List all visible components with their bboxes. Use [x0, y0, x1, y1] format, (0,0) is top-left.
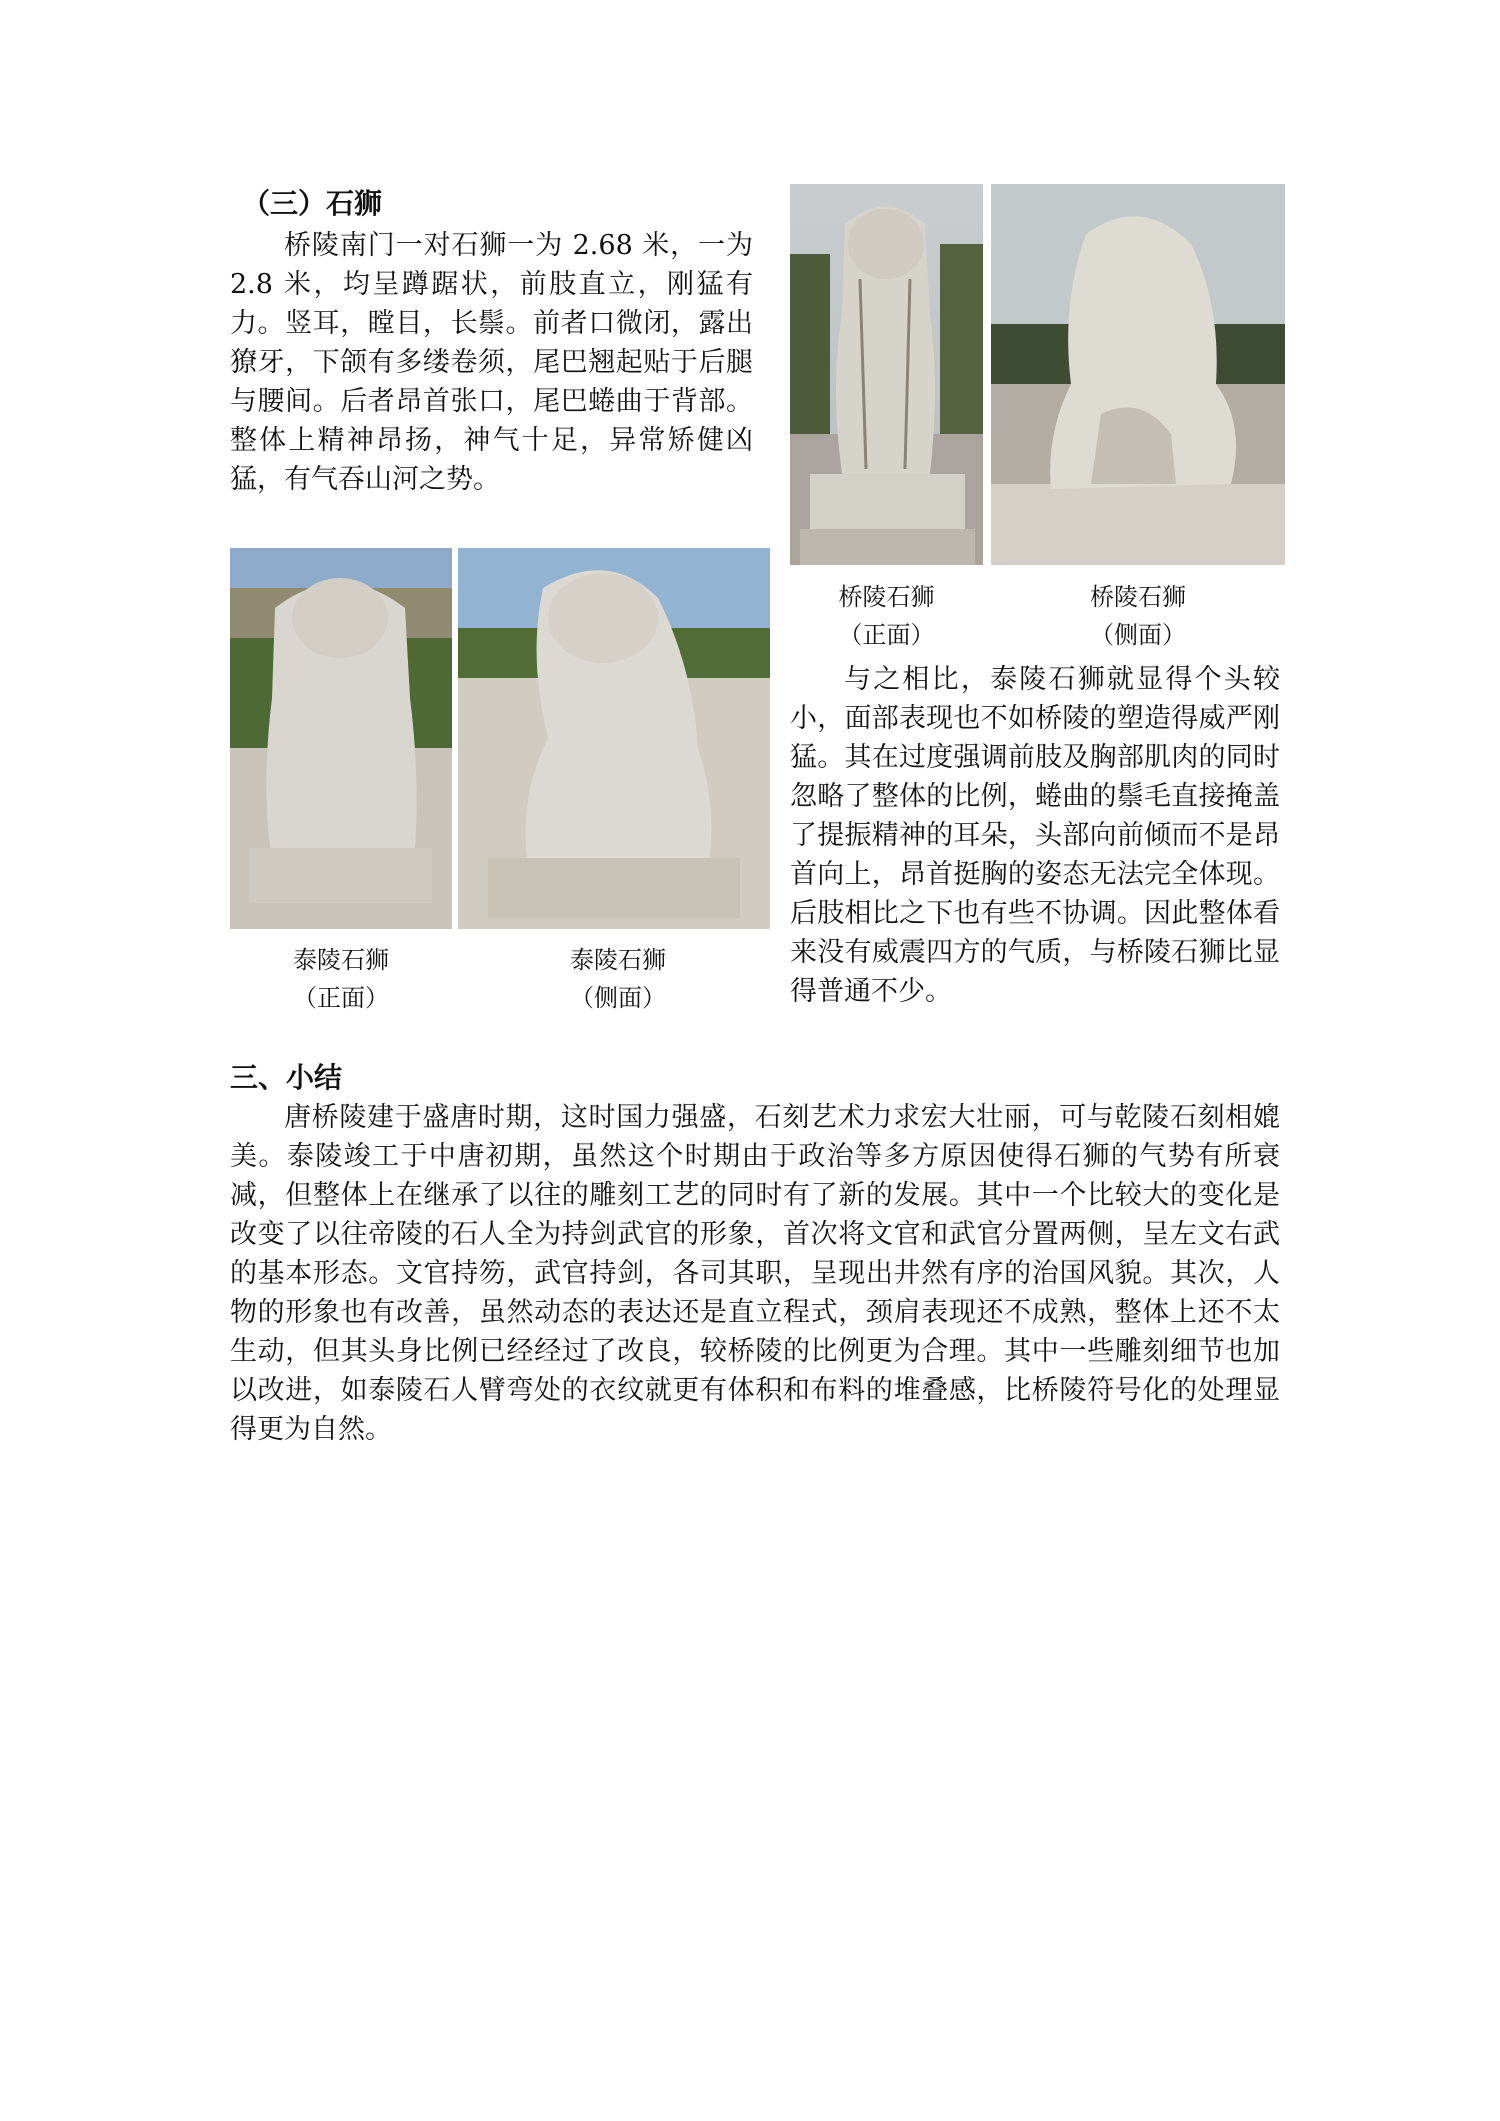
- summary-paragraph: 唐桥陵建于盛唐时期，这时国力强盛，石刻艺术力求宏大壮丽，可与乾陵石刻相媲美。泰陵竣工于中唐初期，虽然这个时期由于政治等多方原因使得石狮的气势有所衰减，但整体上在继承了以往的雕刻工艺的同时有了新的发展。其中一个比较大的变化是改变了以往帝陵的石人全为持剑武官的形象，首次将文官和武官分置两侧，呈左文右武的基本形态。文官持笏，武官持剑，各司其职，呈现出井然有序的治国风貌。其次，人物的形象也有改善，虽然动态的表达还是直立程式，颈肩表现还不成熟，整体上还不太生动，但其头身比例已经经过了改良，较桥陵的比例更为合理。其中一些雕刻细节也加以改进，如泰陵石人臂弯处的衣纹就更有体积和布料的堆叠感，比桥陵符号化的处理显得更为自然。: [230, 1102, 1280, 1445]
- summary-body: [230, 1098, 1280, 1449]
- caption-title: 桥陵石狮: [1090, 583, 1186, 611]
- caption-title: 泰陵石狮: [570, 946, 666, 974]
- qiaoling-lion-paragraph: 桥陵南门一对石狮一为 2.68 米，一为 2.8 米，均呈蹲踞状，前肢直立，刚猛有力。竖耳，瞠目，长鬃。前者口微闭，露出獠牙，下颌有多缕卷须，尾巴翘起贴于后腿与腰间。后者昂首张口，尾巴蜷曲于背部。整体上精神昂扬，神气十足，异常矫健凶猛，有气吞山河之势。: [230, 230, 753, 495]
- qiaoling-front-caption: [790, 578, 983, 654]
- tailing-lion-front-photo: [230, 548, 452, 929]
- qiaoling-lion-description: [230, 226, 753, 499]
- caption-title: 泰陵石狮: [293, 946, 389, 974]
- section-heading-stone-lion: （三）石狮: [242, 187, 383, 220]
- caption-view: （侧面）: [1090, 621, 1186, 649]
- tailing-front-caption: [230, 941, 452, 1017]
- tailing-side-caption: [500, 941, 736, 1017]
- caption-view: （侧面）: [570, 984, 666, 1012]
- qiaoling-lion-side-photo: [991, 184, 1285, 565]
- tailing-lion-side-photo: [458, 548, 770, 929]
- summary-heading: 三、小结: [230, 1061, 343, 1094]
- caption-title: 桥陵石狮: [838, 583, 935, 611]
- caption-view: （正面）: [293, 984, 389, 1012]
- qiaoling-lion-front-photo: [790, 184, 983, 565]
- tailing-lion-comparison: [790, 660, 1280, 1011]
- qiaoling-side-caption: [1020, 578, 1256, 654]
- comparison-paragraph: 与之相比，泰陵石狮就显得个头较小，面部表现也不如桥陵的塑造得威严刚猛。其在过度强调前肢及胸部肌肉的同时忽略了整体的比例，蜷曲的鬃毛直接掩盖了提振精神的耳朵，头部向前倾而不是昂首向上，昂首挺胸的姿态无法完全体现。后肢相比之下也有些不协调。因此整体看来没有威震四方的气质，与桥陵石狮比显得普通不少。: [790, 664, 1280, 1007]
- caption-view: （正面）: [838, 621, 935, 649]
